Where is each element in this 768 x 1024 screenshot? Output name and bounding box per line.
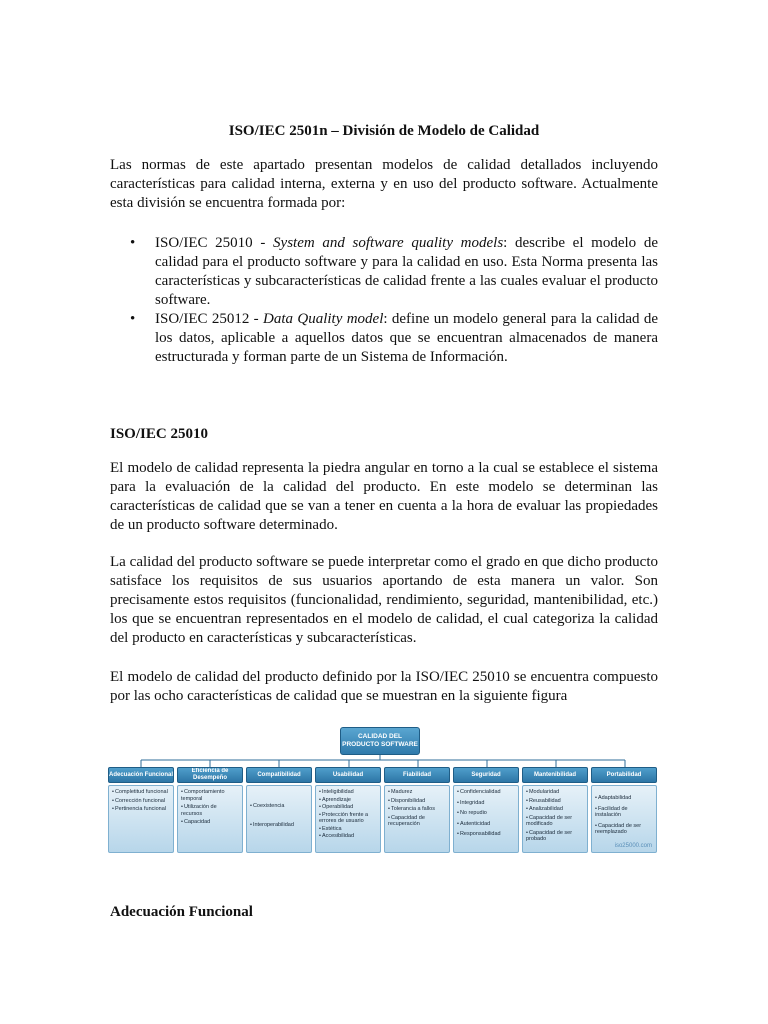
standard-code: ISO/IEC 25010 -: [155, 235, 274, 251]
characteristic-header: Compatibilidad: [246, 767, 312, 783]
subcharacteristic-item: • Completitud funcional: [112, 789, 170, 796]
standard-code: ISO/IEC 25012 -: [155, 311, 264, 327]
characteristic-column: [315, 763, 381, 855]
subcharacteristic-item: • Comportamiento temporal: [181, 789, 239, 802]
characteristic-column: [591, 763, 657, 855]
subcharacteristic-item: • Accesibilidad: [319, 833, 377, 840]
standard-description: : define un modelo general para la calidad de los datos, aplicable a aquellos datos que se encuentran almacenados de manera estructurada y forman parte de un Sistema de Información.: [155, 311, 658, 365]
subcharacteristic-item: • Facilidad de instalación: [595, 806, 653, 819]
subcharacteristic-item: • Pertinencia funcional: [112, 806, 170, 813]
subcharacteristic-list: [246, 785, 312, 853]
characteristic-column: [453, 763, 519, 855]
subcharacteristic-item: • Modularidad: [526, 789, 584, 796]
intro-paragraph: Las normas de este apartado presentan modelos de calidad detallados incluyendo características para calidad interna, externa y en uso del producto software. Actualmente esta división se encuentra formada por:: [110, 157, 658, 211]
subcharacteristic-item: • Aprendizaje: [319, 797, 377, 804]
subcharacteristic-list: [453, 785, 519, 853]
subcharacteristic-list: [384, 785, 450, 853]
bullet-icon: •: [130, 311, 136, 327]
subcharacteristic-item: • Capacidad de ser modificado: [526, 815, 584, 828]
characteristic-column: [177, 763, 243, 855]
subcharacteristic-item: • Reusabilidad: [526, 798, 584, 805]
characteristic-column: [384, 763, 450, 855]
standard-name: Data Quality model: [263, 311, 384, 327]
subcharacteristic-item: • Capacidad de ser probado: [526, 830, 584, 843]
subcharacteristic-list: [591, 785, 657, 853]
subcharacteristic-item: • No repudio: [457, 810, 515, 817]
bullet-icon: •: [130, 235, 136, 251]
standard-name: System and software quality models: [273, 235, 504, 251]
characteristic-header: Mantenibilidad: [522, 767, 588, 783]
subcharacteristic-list: [315, 785, 381, 853]
characteristic-column: [246, 763, 312, 855]
subcharacteristic-item: • Estética: [319, 826, 377, 833]
characteristic-columns: [108, 763, 660, 855]
diagram-root-node: CALIDAD DEL PRODUCTO SOFTWARE: [340, 727, 420, 755]
subcharacteristic-item: • Adaptabilidad: [595, 795, 653, 802]
subcharacteristic-item: • Madurez: [388, 789, 446, 796]
subcharacteristic-item: • Operabilidad: [319, 804, 377, 811]
paragraph-model: El modelo de calidad representa la piedra angular en torno a la cual se establece el sistema para la evaluación de la calidad del producto. En este modelo se determinan las características de calidad que se van a tener en cuenta a la hora de evaluar las propiedades de un producto software determinado.: [110, 460, 658, 533]
paragraph-quality: La calidad del producto software se puede interpretar como el grado en que dicho producto satisface los requisitos de sus usuarios aportando de esta manera un valor. Son precisamente estos requisitos (funcionalidad, rendimiento, seguridad, mantenibilidad, etc.) los que se encuentran representados en el modelo de calidad, el cual categoriza la calidad del producto en características y subcaracterísticas.: [110, 554, 658, 646]
characteristic-header: Portabilidad: [591, 767, 657, 783]
subcharacteristic-item: • Autenticidad: [457, 821, 515, 828]
subcharacteristic-item: • Protección frente a errores de usuario: [319, 812, 377, 825]
paragraph-figure-intro: El modelo de calidad del producto definido por la ISO/IEC 25010 se encuentra compuesto por las ocho características de calidad que se muestran en la siguiente figura: [110, 669, 658, 704]
quality-model-diagram: [108, 727, 660, 855]
characteristic-column: [108, 763, 174, 855]
subcharacteristic-item: • Integridad: [457, 800, 515, 807]
subcharacteristic-item: • Interoperabilidad: [250, 822, 308, 829]
subcharacteristic-item: • Utilización de recursos: [181, 804, 239, 817]
characteristic-header: Fiabilidad: [384, 767, 450, 783]
characteristic-header: Eficiencia de Desempeño: [177, 767, 243, 783]
subcharacteristic-list: [522, 785, 588, 853]
section-heading-adecuacion: Adecuación Funcional: [110, 904, 253, 920]
subcharacteristic-item: • Analizabilidad: [526, 806, 584, 813]
subcharacteristic-item: • Responsabilidad: [457, 831, 515, 838]
subcharacteristic-item: • Corrección funcional: [112, 798, 170, 805]
subcharacteristic-item: • Inteligibilidad: [319, 789, 377, 796]
subcharacteristic-item: • Tolerancia a fallos: [388, 806, 446, 813]
characteristic-header: Seguridad: [453, 767, 519, 783]
standards-list: [110, 234, 658, 367]
subcharacteristic-item: • Capacidad: [181, 819, 239, 826]
section-heading-iso25010: ISO/IEC 25010: [110, 426, 208, 442]
watermark-text: iso25000.com: [614, 842, 652, 849]
list-item: [110, 310, 658, 367]
standard-description: : describe el modelo de calidad para el producto software y para la calidad en uso. Esta Norma presenta las características y subcaracterísticas de calidad frente a las cuales evaluar el producto software.: [155, 235, 658, 308]
subcharacteristic-item: • Confidencialidad: [457, 789, 515, 796]
subcharacteristic-item: • Capacidad de recuperación: [388, 815, 446, 828]
subcharacteristic-list: [108, 785, 174, 853]
subcharacteristic-item: • Capacidad de ser reemplazado: [595, 823, 653, 836]
subcharacteristic-list: [177, 785, 243, 853]
subcharacteristic-item: • Disponibilidad: [388, 798, 446, 805]
list-item: [110, 234, 658, 310]
characteristic-header: Usabilidad: [315, 767, 381, 783]
characteristic-column: [522, 763, 588, 855]
subcharacteristic-item: • Coexistencia: [250, 803, 308, 810]
characteristic-header: Adecuación Funcional: [108, 767, 174, 783]
page-title: ISO/IEC 2501n – División de Modelo de Calidad: [228, 123, 540, 139]
